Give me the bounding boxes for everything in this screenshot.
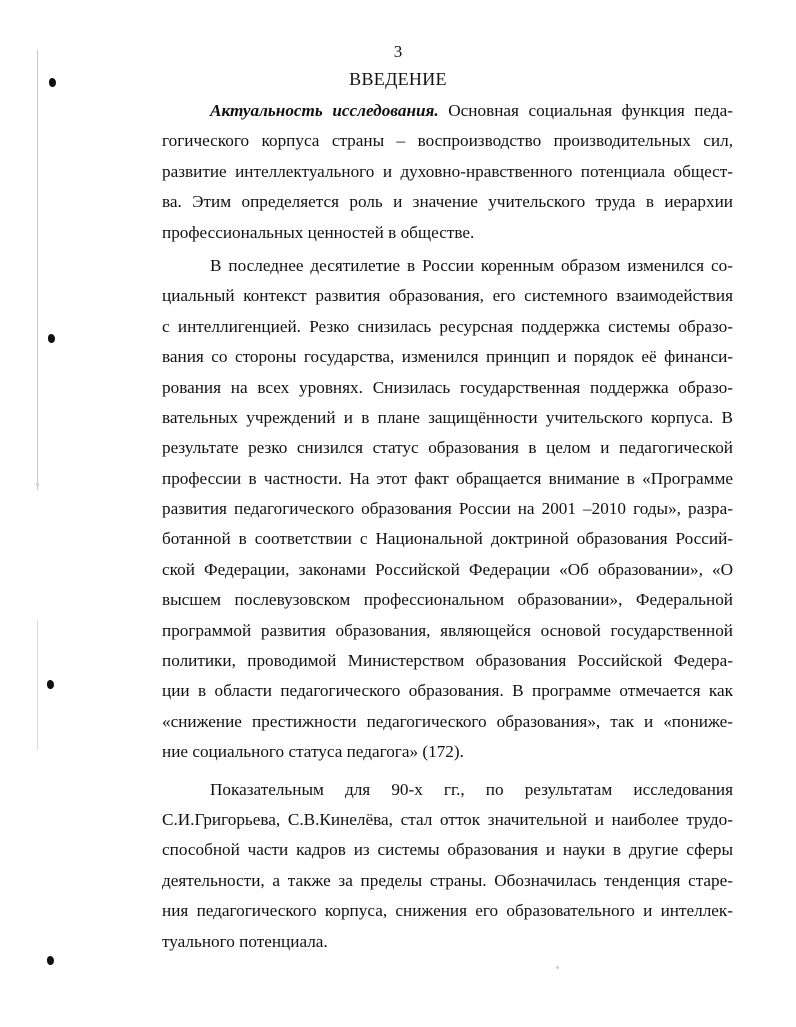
scan-margin-line-lower	[37, 620, 38, 750]
scan-speck	[36, 483, 39, 486]
binding-hole-mark	[48, 334, 55, 343]
paragraph-line: ние социального статуса педагога» (172).	[162, 742, 464, 762]
paragraph-line: высшем послевузовском профессиональном образовании», Федеральной	[162, 590, 733, 610]
scan-margin-line	[37, 50, 38, 490]
paragraph-line: ва. Этим определяется роль и значение учительского труда в иерархии	[162, 192, 733, 212]
paragraph-line: «снижение престижности педагогического образования», так и «пониже-	[162, 711, 733, 731]
page-title: ВВЕДЕНИЕ	[349, 69, 447, 89]
paragraph-line: профессиональных ценностей в обществе.	[162, 222, 475, 242]
paragraph-line: ния педагогического корпуса, снижения его образовательного и интеллек-	[162, 901, 733, 921]
paragraph-line: развитие интеллектуального и духовно-нравственного потенциала общест-	[162, 161, 733, 181]
paragraph-line: циальный контекст развития образования, его системного взаимодействия	[162, 286, 733, 306]
paragraph-line: вательных учреждений и в плане защищённости учительского корпуса. В	[162, 407, 733, 427]
binding-hole-mark	[47, 956, 54, 965]
paragraph-line: туального потенциала.	[162, 931, 328, 951]
paragraph-line: С.И.Григорьева, С.В.Кинелёва, стал отток значительной и наиболее трудо-	[162, 809, 733, 829]
section-lead: Актуальность исследования.	[210, 101, 439, 120]
paragraph-line: гогического корпуса страны – воспроизводство производительных сил,	[162, 131, 733, 151]
paragraph-line: Актуальность исследования. Основная социальная функция педа-	[210, 101, 734, 120]
paragraph-line: результате резко снизился статус образования в целом и педагогической	[162, 438, 733, 458]
paragraph-line: способной части кадров из системы образования и науки в другие сферы	[162, 840, 733, 860]
paragraph-line: профессии в частности. На этот факт обращается внимание в «Программе	[162, 468, 733, 488]
paragraph-line: развития педагогического образования России на 2001 –2010 годы», разра-	[162, 499, 733, 519]
paragraph-line: программой развития образования, являющейся основой государственной	[162, 620, 733, 640]
paragraph-line: ботанной в соответствии с Национальной доктриной образования Россий-	[162, 529, 733, 549]
paragraph-line: рования на всех уровнях. Снизилась государственная поддержка образо-	[162, 377, 733, 397]
paragraph-line: с интеллигенцией. Резко снизилась ресурсная поддержка системы образо-	[162, 316, 733, 336]
binding-hole-mark	[47, 680, 54, 689]
paragraph-line: политики, проводимой Министерством образования Российской Федера-	[162, 651, 733, 671]
paragraph-line: В последнее десятилетие в России коренным образом изменился со-	[210, 255, 733, 275]
page-number: 3	[393, 42, 403, 61]
paragraph-line: деятельности, а также за пределы страны. Обозначилась тенденция старе-	[162, 870, 733, 890]
document-body	[162, 96, 733, 957]
scan-speck	[556, 966, 559, 969]
paragraph-line: Показательным для 90-х гг., по результатам исследования	[210, 779, 733, 799]
paragraph-line: вания со стороны государства, изменился принцип и порядок её финанси-	[162, 347, 733, 367]
paragraph-line: ции в области педагогического образования. В программе отмечается как	[162, 681, 733, 701]
paragraph-line: ской Федерации, законами Российской Федерации «Об образовании», «О	[162, 559, 733, 579]
